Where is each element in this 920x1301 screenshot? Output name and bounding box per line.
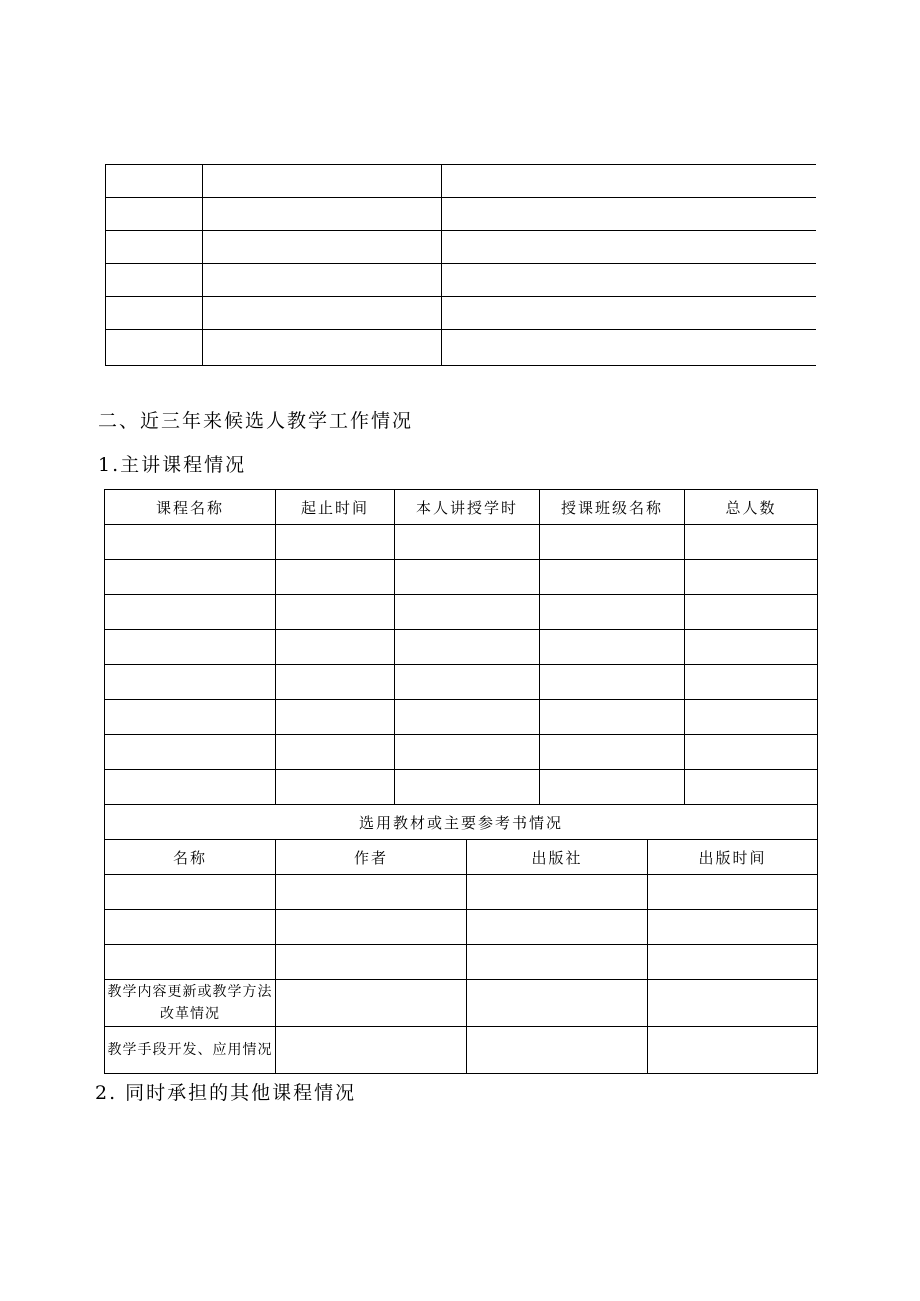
textbook-title-row (105, 805, 818, 840)
table-cell (203, 165, 442, 198)
content-update-label: 教学内容更新或教学方法改革情况 (105, 980, 276, 1027)
header-class-name: 授课班级名称 (540, 490, 685, 525)
table-cell (442, 198, 817, 231)
table-cell (395, 770, 540, 805)
textbook-header-row (105, 840, 818, 875)
table-cell (276, 525, 395, 560)
table-cell (105, 665, 276, 700)
table-cell (105, 560, 276, 595)
table-cell (442, 264, 817, 297)
table-cell (105, 525, 276, 560)
table-cell (203, 297, 442, 330)
table-row (106, 330, 817, 366)
table-cell (276, 1027, 467, 1074)
means-dev-row (105, 1027, 818, 1074)
header-publish-date: 出版时间 (648, 840, 818, 875)
table-cell (685, 770, 818, 805)
table-cell (203, 264, 442, 297)
course-row (105, 665, 818, 700)
subsection-heading-main-courses: 1.主讲课程情况 (98, 454, 247, 476)
table-cell (467, 1027, 648, 1074)
table-row (106, 264, 817, 297)
course-row (105, 630, 818, 665)
table-cell (685, 735, 818, 770)
table-cell (105, 875, 276, 910)
table-cell (540, 595, 685, 630)
table-row (106, 297, 817, 330)
header-textbook-name: 名称 (105, 840, 276, 875)
table-row (106, 198, 817, 231)
table-cell (467, 875, 648, 910)
table-cell (540, 560, 685, 595)
table-cell (106, 165, 203, 198)
table-cell (276, 875, 467, 910)
table-cell (395, 630, 540, 665)
header-total-students: 总人数 (685, 490, 818, 525)
table-cell (105, 735, 276, 770)
table-cell (106, 330, 203, 366)
table-cell (467, 945, 648, 980)
course-row (105, 525, 818, 560)
course-row (105, 595, 818, 630)
table-cell (395, 560, 540, 595)
table-cell (442, 297, 817, 330)
textbook-section-title: 选用教材或主要参考书情况 (105, 805, 818, 840)
table-cell (648, 980, 818, 1027)
textbook-row (105, 910, 818, 945)
table-cell (203, 198, 442, 231)
table-cell (276, 980, 467, 1027)
table-cell (276, 770, 395, 805)
table-cell (685, 700, 818, 735)
table-cell (276, 665, 395, 700)
table-cell (276, 595, 395, 630)
table-cell (276, 735, 395, 770)
table-cell (540, 525, 685, 560)
table-cell (467, 910, 648, 945)
means-dev-label: 教学手段开发、应用情况 (105, 1027, 276, 1074)
table-cell (442, 231, 817, 264)
table-cell (395, 525, 540, 560)
table-cell (276, 945, 467, 980)
table-cell (540, 630, 685, 665)
table-cell (685, 630, 818, 665)
table-cell (276, 700, 395, 735)
course-row (105, 735, 818, 770)
table-cell (106, 297, 203, 330)
table-cell (442, 330, 817, 366)
table-cell (106, 231, 203, 264)
table-cell (276, 630, 395, 665)
top-continuation-table (105, 164, 816, 366)
table-cell (395, 735, 540, 770)
table-row (106, 231, 817, 264)
table-cell (395, 665, 540, 700)
table-cell (105, 910, 276, 945)
textbook-row (105, 875, 818, 910)
table-cell (540, 735, 685, 770)
table-cell (395, 700, 540, 735)
table-cell (648, 910, 818, 945)
subsection-heading-other-courses: 2. 同时承担的其他课程情况 (95, 1082, 357, 1104)
textbook-row (105, 945, 818, 980)
table-cell (648, 875, 818, 910)
table-cell (105, 700, 276, 735)
course-row (105, 770, 818, 805)
table-cell (540, 770, 685, 805)
table-cell (685, 665, 818, 700)
course-header-row (105, 490, 818, 525)
table-cell (648, 1027, 818, 1074)
course-row (105, 700, 818, 735)
table-cell (648, 945, 818, 980)
table-cell (685, 560, 818, 595)
table-cell (105, 595, 276, 630)
header-publisher: 出版社 (467, 840, 648, 875)
header-teaching-hours: 本人讲授学时 (395, 490, 540, 525)
table-cell (442, 165, 817, 198)
table-cell (467, 980, 648, 1027)
header-period: 起止时间 (276, 490, 395, 525)
content-update-row (105, 980, 818, 1027)
table-cell (540, 700, 685, 735)
table-cell (105, 945, 276, 980)
header-author: 作者 (276, 840, 467, 875)
table-row (106, 165, 817, 198)
table-cell (203, 231, 442, 264)
table-cell (106, 198, 203, 231)
table-cell (106, 264, 203, 297)
section-heading: 二、近三年来候选人教学工作情况 (98, 410, 414, 432)
table-cell (395, 595, 540, 630)
table-cell (105, 770, 276, 805)
main-courses-table (104, 489, 818, 1074)
table-cell (276, 910, 467, 945)
table-cell (203, 330, 442, 366)
table-cell (685, 525, 818, 560)
table-cell (685, 595, 818, 630)
header-course-name: 课程名称 (105, 490, 276, 525)
table-cell (540, 665, 685, 700)
course-row (105, 560, 818, 595)
table-cell (105, 630, 276, 665)
table-cell (276, 560, 395, 595)
